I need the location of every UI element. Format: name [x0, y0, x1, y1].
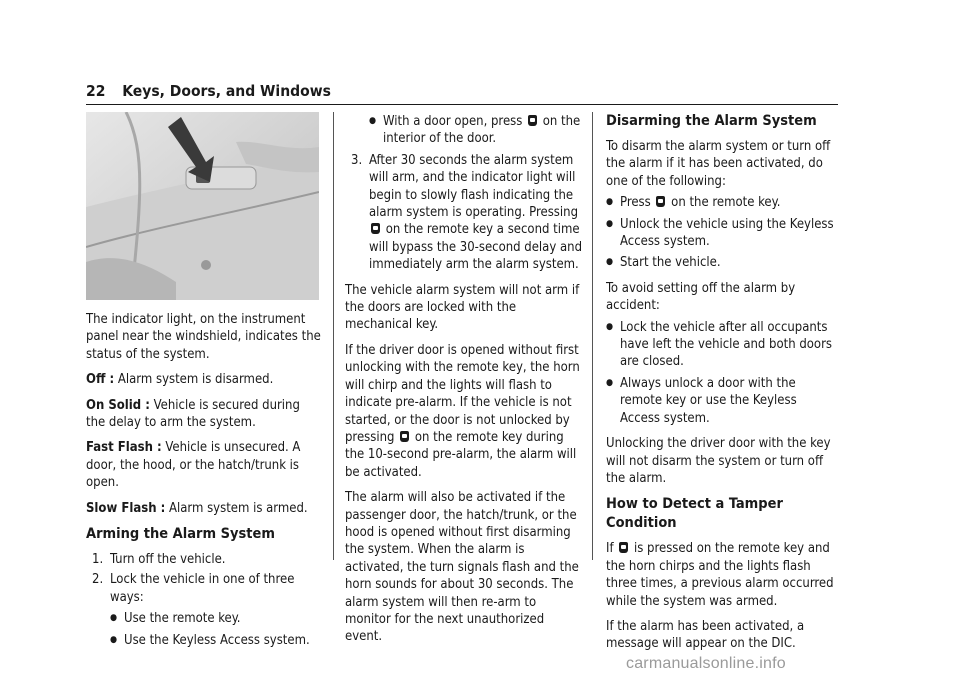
- state-desc: Alarm system is disarmed.: [117, 372, 274, 388]
- state-term: Off :: [86, 372, 115, 388]
- state-term: Slow Flash :: [86, 500, 166, 516]
- disarming-heading: Disarming the Alarm System: [606, 113, 817, 129]
- list-item: ● Start the vehicle.: [606, 254, 838, 271]
- lock-methods: [110, 610, 322, 649]
- text-fragment: on the remote key a second time will bypass the 30-second delay and immediately arm the alarm system.: [369, 222, 582, 273]
- page-header: [86, 82, 331, 100]
- text-fragment: With a door open, press: [383, 114, 523, 129]
- text-fragment: After 30 seconds the alarm system will arm, and the indicator light will begin to slowly flash indicating the alarm system is operating. Pressing: [369, 152, 578, 221]
- state-on-solid: [86, 397, 322, 432]
- avoid-tips: [606, 319, 838, 427]
- page-number: 22: [86, 82, 106, 100]
- state-slow-flash: [86, 500, 322, 517]
- state-term: Fast Flash :: [86, 440, 162, 456]
- tamper-heading: How to Detect a Tamper Condition: [606, 496, 783, 532]
- text-fragment: Press: [620, 195, 651, 211]
- arming-steps: [86, 551, 322, 649]
- lock-key-icon: [528, 115, 537, 126]
- list-item: [345, 152, 583, 274]
- text-fragment: If the driver door is opened without first unlocking with the remote key, the horn will chirp and the lights will flash to indicate pre-alarm. If the vehicle is not started, or the door is not unlocked by pressing: [345, 342, 580, 445]
- list-item: ● Use the Keyless Access system.: [110, 632, 322, 649]
- disarm-methods: [606, 194, 838, 272]
- list-item: [369, 113, 583, 148]
- text-fragment: on the interior of the door.: [383, 114, 581, 147]
- pre-alarm-paragraph: [345, 342, 583, 481]
- arming-steps-cont: [345, 152, 583, 274]
- indicator-intro: The indicator light, on the instrument panel near the windshield, indicates the status of the system.: [86, 312, 321, 362]
- step-number: 1.: [92, 552, 104, 568]
- state-fast-flash: [86, 439, 322, 491]
- column-divider-1: [333, 112, 334, 560]
- step-text: Turn off the vehicle.: [110, 552, 226, 568]
- lock-methods-cont: [369, 113, 583, 148]
- state-off: [86, 371, 322, 388]
- list-item: ● Lock the vehicle after all occupants have left the vehicle and both doors are closed.: [606, 319, 838, 371]
- unlock-key-icon: [656, 196, 665, 207]
- text-fragment: on the remote key.: [671, 195, 781, 211]
- list-item: [606, 194, 838, 211]
- column-1: [86, 311, 322, 657]
- unlock-note: Unlocking the driver door with the key will not disarm the system or turn off the alarm.: [606, 436, 831, 486]
- state-term: On Solid :: [86, 397, 150, 413]
- section-title: Keys, Doors, and Windows: [122, 82, 331, 100]
- tamper-paragraph: [606, 540, 838, 610]
- arming-heading: Arming the Alarm System: [86, 526, 275, 543]
- list-item: ● Use the remote key.: [110, 610, 322, 627]
- column-divider-2: [592, 112, 593, 560]
- list-item: [86, 551, 322, 568]
- door-indicator-photo: [86, 112, 319, 300]
- header-rule: [86, 104, 838, 105]
- state-desc: Alarm system is armed.: [168, 500, 308, 516]
- step-number: 2.: [92, 572, 104, 588]
- text-fragment: on the remote key during the 10-second pre-alarm, the alarm will be activated.: [345, 429, 577, 480]
- disarm-intro: To disarm the alarm system or turn off the alarm if it has been activated, do one of the following:: [606, 139, 831, 189]
- unlock-key-icon: [619, 542, 628, 553]
- state-desc: Vehicle is secured during the delay to arm the system.: [86, 397, 300, 431]
- text-fragment: is pressed on the remote key and the horn chirps and the lights flash three times, a previous alarm occurred while the system was armed.: [606, 541, 834, 609]
- step-text: Lock the vehicle in one of three ways:: [110, 572, 295, 605]
- unlock-key-icon: [400, 431, 409, 442]
- avoid-intro: To avoid setting off the alarm by accident:: [606, 280, 796, 314]
- list-item: ● Unlock the vehicle using the Keyless Access system.: [606, 216, 838, 251]
- column-3: [606, 112, 838, 661]
- lock-key-icon: [371, 223, 380, 234]
- column-2: [345, 113, 583, 654]
- list-item: ● Always unlock a door with the remote key or use the Keyless Access system.: [606, 375, 838, 427]
- dic-note: If the alarm has been activated, a message will appear on the DIC.: [606, 618, 805, 652]
- watermark: carmanualsonline.info: [626, 655, 786, 672]
- step-number: 3.: [351, 152, 363, 168]
- alarm-activation-paragraph: The alarm will also be activated if the passenger door, the hatch/trunk, or the hood is opened without first disarming the system. When the alarm is activated, the turn signals flash and the horn sounds for about 30 seconds. The alarm system will then re-arm to monitor for the next unauthorized event.: [345, 490, 579, 645]
- state-desc: Vehicle is unsecured. A door, the hood, or the hatch/trunk is open.: [86, 440, 301, 491]
- text-fragment: If: [606, 541, 614, 557]
- list-item: [86, 571, 322, 649]
- mechanical-key-note: The vehicle alarm system will not arm if the doors are locked with the mechanical key.: [345, 282, 580, 333]
